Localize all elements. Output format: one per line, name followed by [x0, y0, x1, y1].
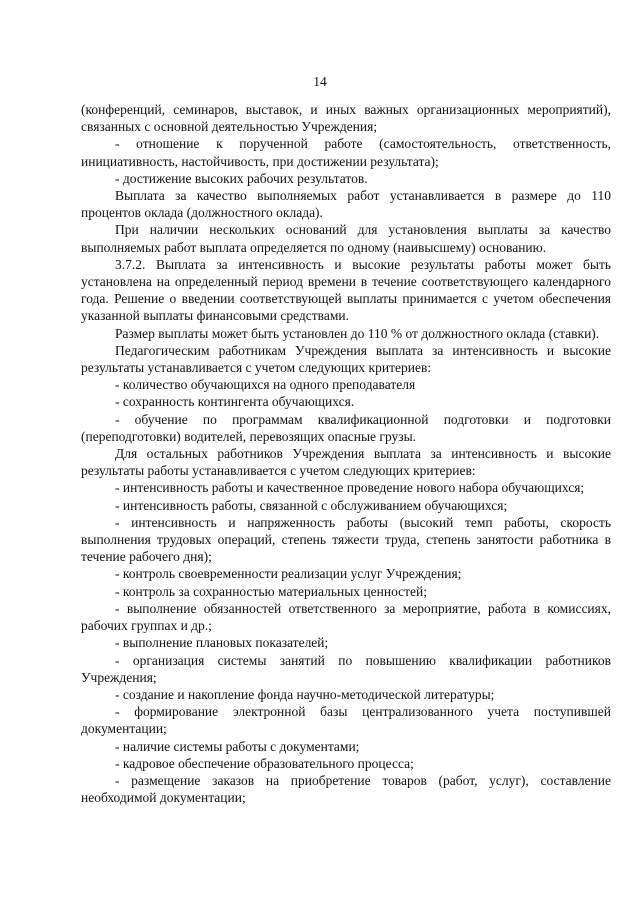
paragraph: Педагогическим работникам Учреждения выплата за интенсивность и высокие результаты устанавливается с учетом следующих критериев: — [81, 342, 611, 376]
list-item: - организация системы занятий по повышению квалификации работников Учреждения; — [81, 652, 611, 685]
paragraph: Выплата за качество выполняемых работ устанавливается в размере до 110 процентов оклада (должностного оклада). — [81, 188, 611, 221]
list-item: - интенсивность работы, связанной с обслуживанием обучающихся; — [115, 497, 508, 513]
list-item: - наличие системы работы с документами; — [115, 738, 360, 754]
list-item: - создание и накопление фонда научно-методической литературы; — [115, 686, 495, 702]
list-item: - контроль своевременности реализации услуг Учреждения; — [115, 566, 462, 582]
paragraph: Размер выплаты может быть установлен до 110 % от должностного оклада (ставки). — [115, 325, 600, 341]
page-number: 14 — [313, 74, 327, 89]
list-item: - сохранность контингента обучающихся. — [115, 394, 355, 410]
list-item: - достижение высоких рабочих результатов. — [115, 170, 368, 186]
list-item: - выполнение обязанностей ответственного за мероприятие, работа в комиссиях, рабочих группах и др.; — [81, 600, 611, 634]
list-item: - количество обучающихся на одного преподавателя — [115, 377, 416, 393]
list-item: - кадровое обеспечение образовательного процесса; — [115, 755, 414, 771]
list-item: - выполнение плановых показателей; — [115, 635, 329, 651]
list-item: - обучение по программам квалификационной подготовки и подготовки (переподготовки) водителей, перевозящих опасные грузы. — [81, 411, 611, 444]
list-item: - интенсивность и напряженность работы (высокий темп работы, скорость выполнения трудовых операций, степень тяжести труда, степень занятости работника в течение рабочего дня); — [81, 514, 611, 565]
paragraph: При наличии нескольких оснований для установления выплаты за качество выполняемых работ выплата определяется по одному (наивысшему) основанию. — [81, 222, 611, 255]
list-item: - контроль за сохранностью материальных ценностей; — [115, 583, 428, 599]
document-body — [81, 101, 611, 806]
section-3-7-2-paragraph: 3.7.2. Выплата за интенсивность и высокие результаты работы может быть установлена на определенный период времени в течение соответствующего календарного года. Решение о введении соответствующей выплаты принимается с учетом обеспечения указанной выплаты финансовыми средствами. — [81, 256, 611, 324]
list-item: - интенсивность работы и качественное проведение нового набора обучающихся; — [115, 480, 585, 496]
list-item: - отношение к порученной работе (самостоятельность, ответственность, инициативность, настойчивость, при достижении результата); — [81, 136, 611, 169]
paragraph: (конференций, семинаров, выставок, и иных важных организационных мероприятий), связанных с основной деятельностью Учреждения; — [81, 102, 611, 135]
list-item: - размещение заказов на приобретение товаров (работ, услуг), составление необходимой документации; — [81, 772, 611, 806]
paragraph: Для остальных работников Учреждения выплата за интенсивность и высокие результаты работы устанавливается с учетом следующих критериев: — [81, 446, 611, 479]
list-item: - формирование электронной базы централизованного учета поступившей документации; — [81, 704, 611, 737]
